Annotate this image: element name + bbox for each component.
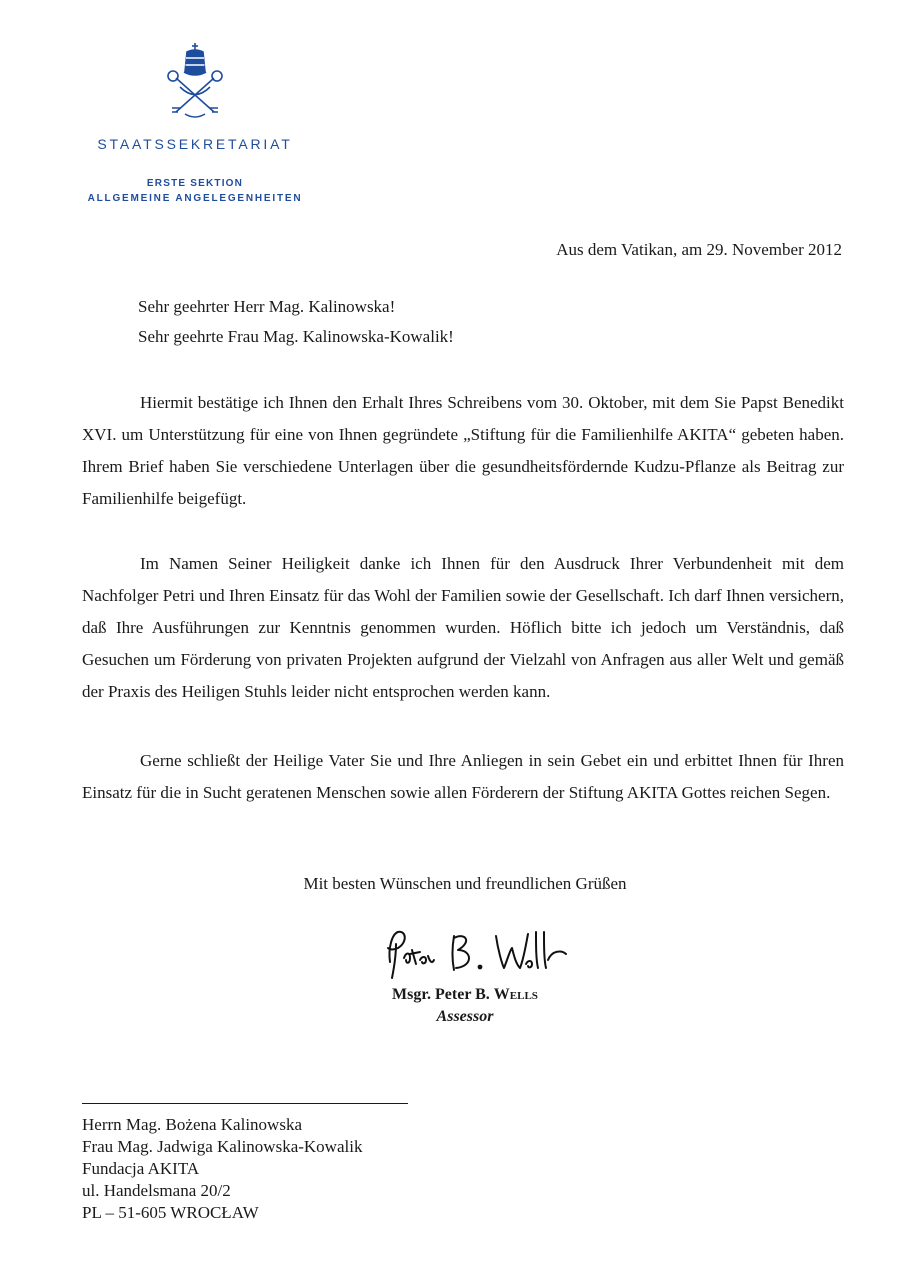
signer-role: Assessor [436,1008,494,1025]
letter-date: Aus dem Vatikan, am 29. November 2012 [556,240,842,259]
section-name: ERSTE SEKTION [146,178,244,189]
closing-line: Mit besten Wünschen und freundlichen Grüßen [303,874,627,893]
recipient-address [82,1114,362,1224]
body-paragraph: Im Namen Seiner Heiligkeit danke ich Ihnen für den Ausdruck Ihrer Verbundenheit mit dem Nachfolger Petri und Ihren Einsatz für das Wohl der Familien sowie der Gesellschaft. Ich darf Ihnen versichern, daß Ihre Ausführungen zur Kenntnis genommen wurden. Höflich bitte ich jedoch um Verständnis, daß Gesuchen um Förderung von privaten Projekten aufgrund der Vielzahl von Anfragen aus aller Welt und gemäß der Praxis des Heiligen Stuhls leider nicht entsprochen werden kann. [82,554,844,701]
salutation-line: Sehr geehrter Herr Mag. Kalinowska! [138,297,396,316]
signer-name [0,986,900,1004]
department-name: ALLGEMEINE ANGELEGENHEITEN [87,193,303,204]
salutation-line: Sehr geehrte Frau Mag. Kalinowska-Kowalik! [138,327,454,346]
body-paragraph: Gerne schließt der Heilige Vater Sie und Ihre Anliegen in sein Gebet ein und erbittet Ihnen für Ihren Einsatz für die in Sucht geratenen Menschen sowie allen Förderern der Stiftung AKITA Gottes reichen Segen. [82,751,844,802]
body-paragraph: Hiermit bestätige ich Ihnen den Erhalt Ihres Schreibens vom 30. Oktober, mit dem Sie Papst Benedikt XVI. um Unterstützung für eine von Ihnen gegründete „Stiftung für die Familienhilfe AKITA“ gebeten haben. Ihrem Brief haben Sie verschiedene Unterlagen über die gesundheitsfördernde Kudzu-Pflanze als Beitrag zur Familienhilfe beigefügt. [82,393,844,508]
papal-crest-icon [160,42,230,120]
address-divider [82,1103,408,1104]
signer-title: Msgr. Peter B. [392,986,490,1003]
handwritten-signature [376,920,576,990]
organization-title: STAATSSEKRETARIAT [97,136,293,152]
address-line: Herrn Mag. Bożena Kalinowska [82,1115,302,1134]
address-line: Fundacja AKITA [82,1159,200,1178]
address-line: ul. Handelsmana 20/2 [82,1181,231,1200]
signer-surname: Wells [493,986,538,1003]
address-line: PL – 51-605 WROCŁAW [82,1203,259,1222]
salutation [138,292,454,352]
address-line: Frau Mag. Jadwiga Kalinowska-Kowalik [82,1137,363,1156]
